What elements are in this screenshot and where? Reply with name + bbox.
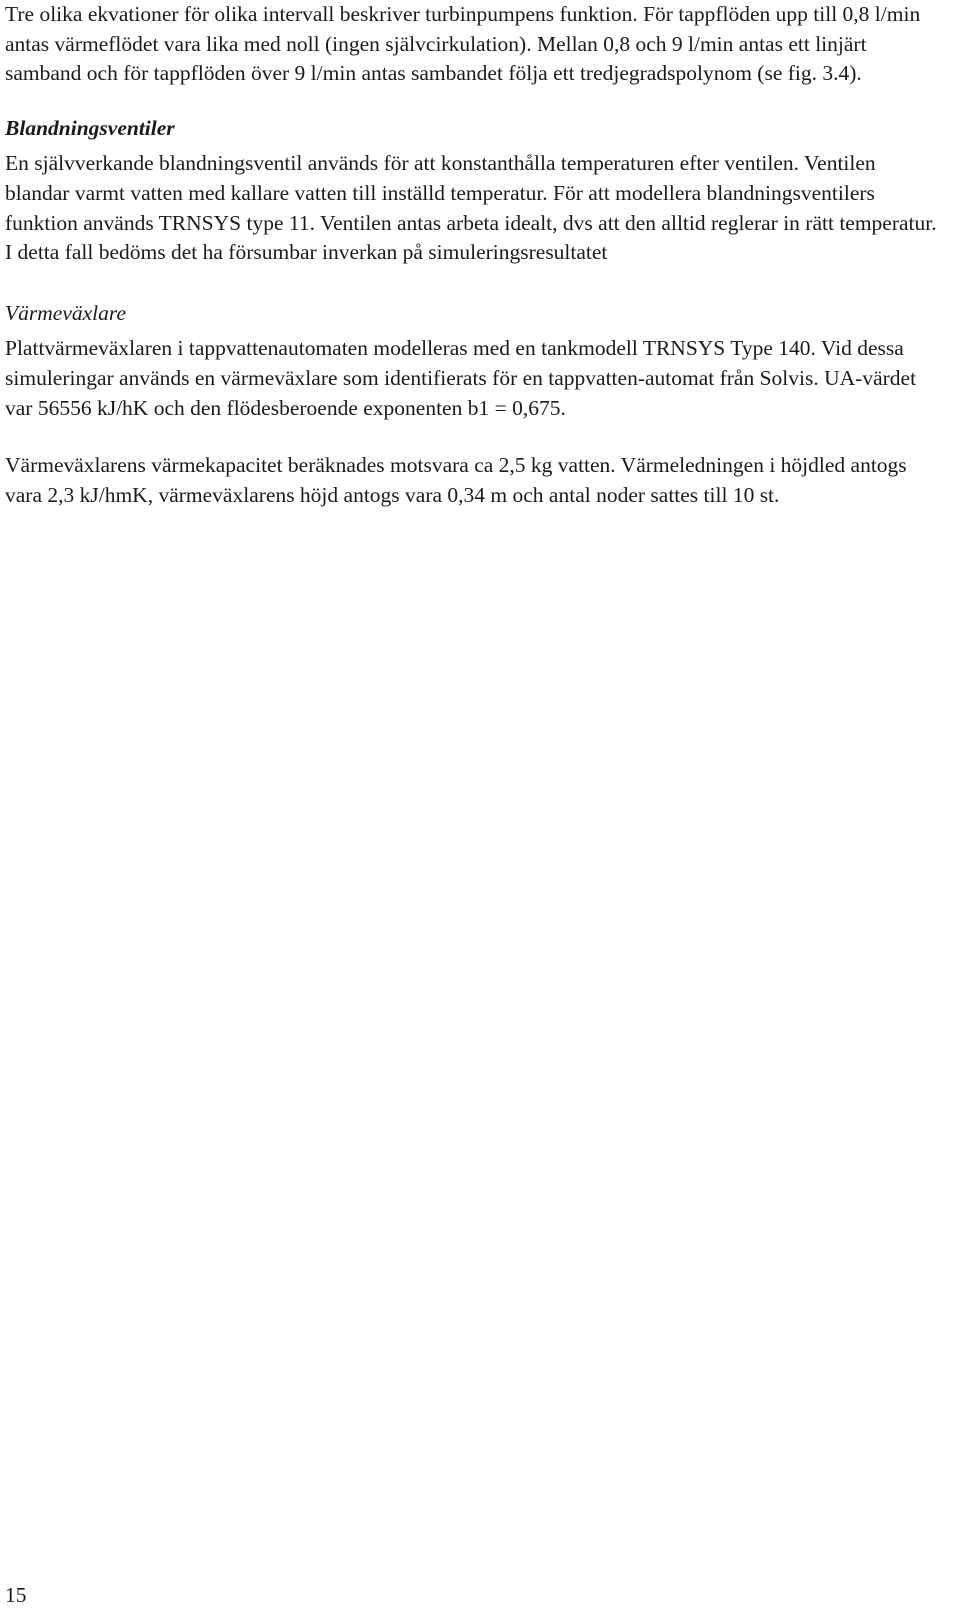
paragraph-plattvarmevaxlare: Plattvärmeväxlaren i tappvattenautomaten modelleras med en tankmodell TRNSYS Type 140. Vid dessa simuleringar används en värmeväxlare som identifierats för en tappvatten-automat från Solvis. UA-värdet var 56556 kJ/hK och den flödesberoende exponenten b1 = 0,675. (5, 336, 917, 420)
document-page (5, 0, 945, 510)
heading-varmevaxlare: Värmeväxlare (5, 300, 126, 325)
paragraph-varmekapacitet: Värmeväxlarens värmekapacitet beräknades motsvara ca 2,5 kg vatten. Värmeledningen i höjdled antogs vara 2,3 kJ/hmK, värmeväxlarens höjd antogs vara 0,34 m och antal noder sattes till 10 st. (5, 453, 907, 507)
page-number: 15 (5, 1583, 27, 1607)
paragraph-turbinpump: Tre olika ekvationer för olika intervall beskriver turbinpumpens funktion. För tappflöden upp till 0,8 l/min antas värmeflödet vara lika med noll (ingen självcirkulation). Mellan 0,8 och 9 l/min antas ett linjärt samband och för tappflöden över 9 l/min antas sambandet följa ett tredjegradspolynom (se fig. 3.4). (5, 2, 921, 86)
heading-blandningsventiler: Blandningsventiler (5, 115, 175, 140)
paragraph-blandningsventiler: En självverkande blandningsventil används för att konstanthålla temperaturen efter ventilen. Ventilen blandar varmt vatten med kallare vatten till inställd temperatur. För att modellera blandningsventilers funktion används TRNSYS type 11. Ventilen antas arbeta idealt, dvs att den alltid reglerar in rätt temperatur. I detta fall bedöms det ha försumbar inverkan på simuleringsresultatet (5, 151, 937, 265)
